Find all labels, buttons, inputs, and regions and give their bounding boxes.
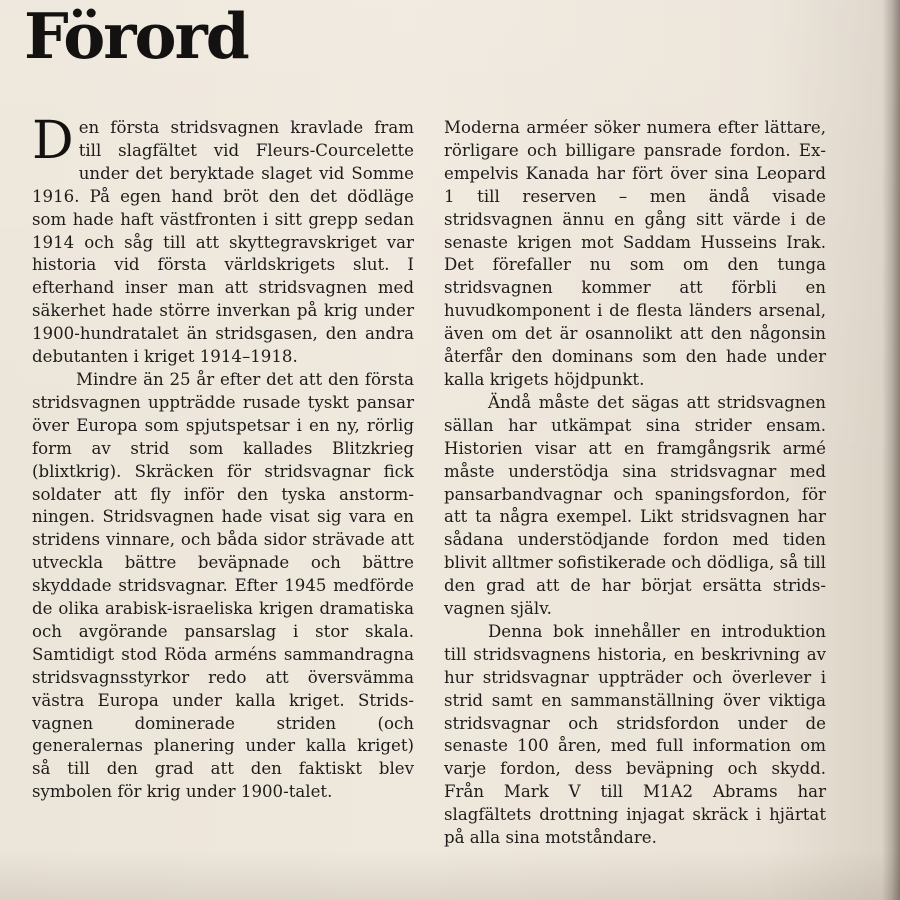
page-title: Förord [24, 0, 248, 73]
right-column [444, 117, 826, 850]
left-paragraph-1 [32, 111, 414, 369]
left-paragraph-2: Mindre än 25 år efter det att den första stridsvagnen uppträdde rusade tyskt pansar över Europa som spjutspetsar i en ny, rörlig form av strid som kallades Blitzkrieg (blixtkrig). Skräcken för stridsvagnar fick soldater att fly inför den tyska anstormningen. Stridsvagnen hade visat sig vara en stridens vinnare, och båda sidor strävade att utveckla bättre beväpnade och bättre skyddade stridsvagnar. Efter 1945 medförde de olika arabisk-israeliska krigen dramatiska och avgörande pansarslag i stor skala. Samtidigt stod Röda arméns sammandragna stridsvagnsstyrkor redo att översvämma västra Europa under kalla kriget. Stridsvagnen dominerade striden (och generalernas planering under kalla kriget) så till den grad att den faktiskt blev symbolen för krig under 1900-talet. [32, 369, 414, 802]
page-bottom-shadow [0, 850, 900, 900]
right-paragraph-2: Ändå måste det sägas att stridsvagnen sällan har utkämpat sina strider ensam. Historien visar att en framgångsrik armé måste understödja sina stridsvagnar med pansarbandvagnar och spaningsfordon, för att ta några exempel. Likt stridsvagnen har sådana understödjande fordon med tiden blivit alltmer sofistikerade och dödliga, så till den grad att de har börjat ersätta stridsvagnen själv. [444, 392, 826, 619]
right-paragraph-1: Moderna arméer söker numera efter lättare, rörligare och billigare pansrade fordon. Exempelvis Kanada har fört över sina Leopard 1 till reserven – men ändå visade stridsvagnen ännu en gång sitt värde i de senaste krigen mot Saddam Husseins Irak. Det förefaller nu som om den tunga stridsvagnen kommer att förbli en huvudkomponent i de flesta länders arsenal, även om det är osannolikt att den någonsin återfår den dominans som den hade under kalla krigets höjdpunkt. [444, 118, 826, 389]
left-paragraph-1-text: en första stridsvagnen kravlade fram till slagfältet vid Fleurs-Courcelette under det beryktade slaget vid Somme 1916. På egen hand bröt den det dödläge som hade haft västfronten i sitt grepp sedan 1914 och såg till att skyttegravskriget var historia vid första världskrigets slut. I efterhand inser man att stridsvagnen med säkerhet hade större inverkan på krig under 1900-hundratalet än stridsgasen, den andra debutanten i kriget 1914–1918. [32, 118, 414, 367]
page-edge-shadow [882, 0, 900, 900]
left-column [32, 111, 414, 804]
drop-cap: D [32, 111, 74, 171]
right-paragraph-3: Denna bok innehåller en introduktion till stridsvagnens historia, en beskrivning av hur stridsvagnar uppträder och överlever i strid samt en sammanställning över viktiga stridsvagnar och stridsfordon under de senaste 100 åren, med full information om varje fordon, dess beväpning och skydd. Från Mark V till M1A2 Abrams har slagfältets drottning injagat skräck i hjärtat på alla sina motståndare. [444, 621, 826, 848]
